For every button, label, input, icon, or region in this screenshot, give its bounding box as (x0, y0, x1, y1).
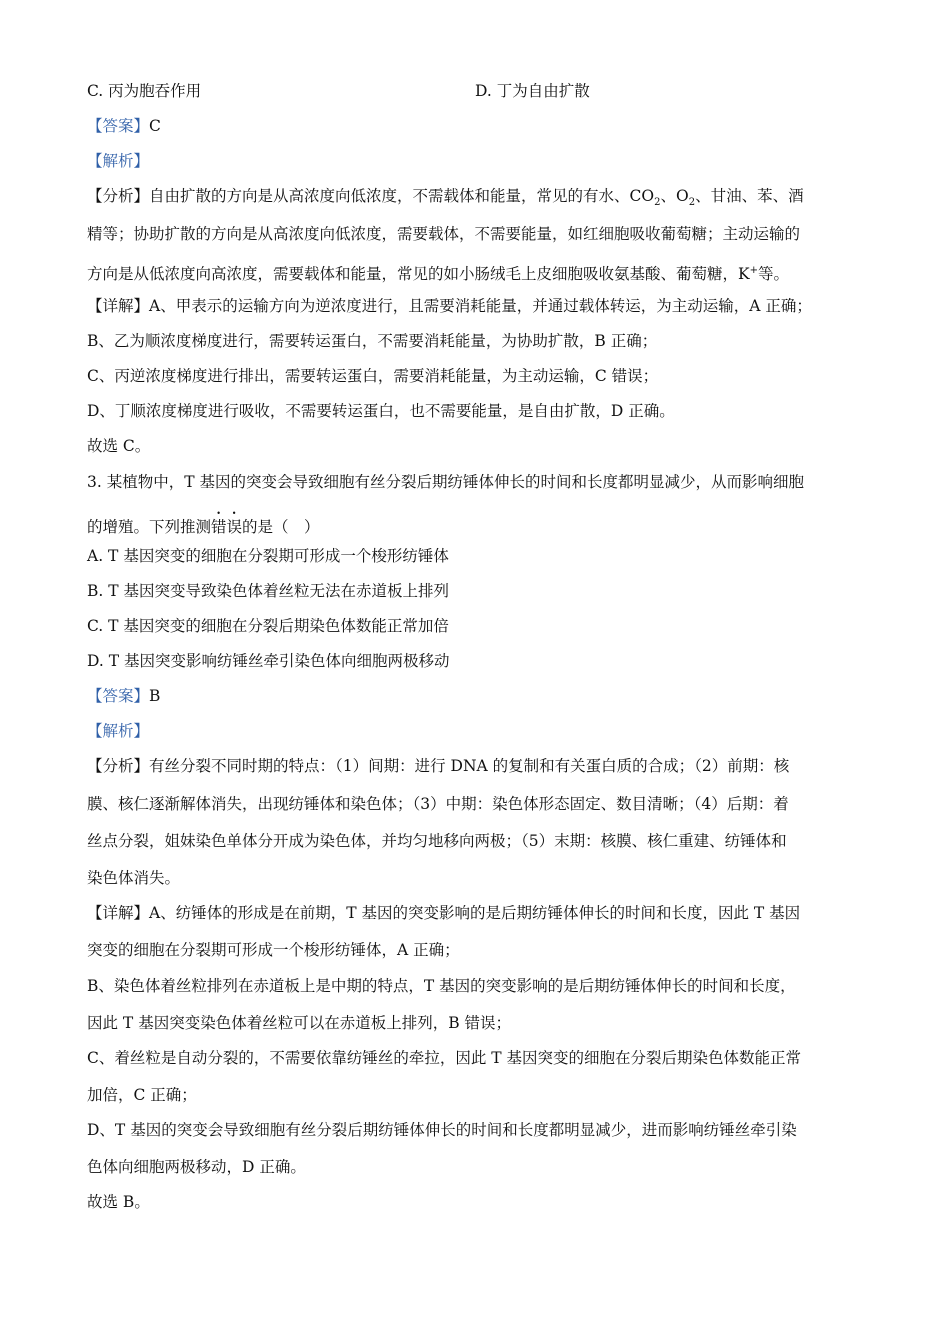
q3-xiangjie-a1: 【详解】A、纺锤体的形成是在前期，T 基因的突变影响的是后期纺锤体伸长的时间和长度，因此 T 基因 (87, 904, 801, 922)
q3-fenxi-line-2: 膜、核仁逐渐解体消失，出现纺锤体和染色体；（3）中期：染色体形态固定、数目清晰；（4）后期：着 (87, 795, 789, 813)
q2-fenxi-line-1: 【分析】自由扩散的方向是从高浓度向低浓度，不需载体和能量，常见的有水、$CO_2$、$O_2$、甘油、苯、酒 (87, 187, 804, 209)
q3-answer (87, 686, 160, 706)
q3-xiangjie-d2: 色体向细胞两极移动，D 正确。 (87, 1158, 306, 1176)
q3-stem-line-1: 3. 某植物中，T 基因的突变会导致细胞有丝分裂后期纺锤体伸长的时间和长度都明显减少，从而影响细胞 (87, 473, 804, 491)
q3-analysis-heading: 【解析】 (87, 722, 150, 740)
q3-xiangjie-c1: C、着丝粒是自动分裂的，不需要依靠纺锤丝的牵拉，因此 T 基因突变的细胞在分裂后期染色体数能正常 (87, 1049, 802, 1067)
q3-xiangjie-c2: 加倍，C 正确； (87, 1086, 197, 1104)
q2-xiangjie-b: B、乙为顺浓度梯度进行，需要转运蛋白，不需要消耗能量，为协助扩散，B 正确； (87, 332, 658, 350)
q3-xiangjie-b1: B、染色体着丝粒排列在赤道板上是中期的特点，T 基因的突变影响的是后期纺锤体伸长的时间和长度， (87, 977, 796, 995)
emphasized-word: 错误 (211, 518, 243, 536)
q2-conclusion: 故选 C。 (87, 437, 151, 455)
q2-answer (87, 116, 161, 136)
q3-stem-line-2: 的增殖。下列推测错误的是（ ） (87, 518, 320, 536)
xiangjie-tag: 【详解】 (87, 297, 150, 315)
q2-analysis-heading: 【解析】 (87, 152, 150, 170)
q2-fenxi-line-3: 方向是从低浓度向高浓度，需要载体和能量，常见的如小肠绒毛上皮细胞吸收氨基酸、葡萄糖，K+等。 (87, 265, 789, 284)
answer-value: B (149, 687, 161, 705)
answer-tag: 【答案】 (87, 687, 150, 705)
answer-value: C (149, 117, 161, 135)
q3-fenxi-line-1: 【分析】有丝分裂不同时期的特点：（1）间期：进行 DNA 的复制和有关蛋白质的合成；（2）前期：核 (87, 757, 790, 775)
q2-xiangjie-d: D、丁顺浓度梯度进行吸收，不需要转运蛋白，也不需要能量，是自由扩散，D 正确。 (87, 402, 675, 420)
q3-xiangjie-d1: D、T 基因的突变会导致细胞有丝分裂后期纺锤体伸长的时间和长度都明显减少，进而影响纺锤丝牵引染 (87, 1121, 797, 1139)
answer-tag: 【答案】 (87, 117, 150, 135)
q2-xiangjie-c: C、丙逆浓度梯度进行排出，需要转运蛋白，需要消耗能量，为主动运输，C 错误； (87, 367, 659, 385)
option-c-prev: C. 丙为胞吞作用 (87, 82, 202, 100)
q3-conclusion: 故选 B。 (87, 1193, 150, 1211)
fenxi-tag: 【分析】 (87, 187, 150, 205)
q3-fenxi-line-3: 丝点分裂，姐妹染色单体分开成为染色体，并均匀地移向两极；（5）末期：核膜、核仁重建、纺锤体和 (87, 832, 787, 850)
q3-option-d: D. T 基因突变影响纺锤丝牵引染色体向细胞两极移动 (87, 652, 450, 670)
q3-option-b: B. T 基因突变导致染色体着丝粒无法在赤道板上排列 (87, 582, 450, 600)
q3-fenxi-line-4: 染色体消失。 (87, 869, 181, 887)
q2-xiangjie-line-1: 【详解】A、甲表示的运输方向为逆浓度进行，且需要消耗能量，并通过载体转运，为主动运输，A 正确； (87, 297, 812, 315)
q3-xiangjie-a2: 突变的细胞在分裂期可形成一个梭形纺锤体，A 正确； (87, 941, 460, 959)
option-d-prev: D. 丁为自由扩散 (475, 82, 590, 100)
q3-option-a: A. T 基因突变的细胞在分裂期可形成一个梭形纺锤体 (87, 547, 449, 565)
q3-option-c: C. T 基因突变的细胞在分裂后期染色体数能正常加倍 (87, 617, 449, 635)
xiangjie-tag: 【详解】 (87, 904, 150, 922)
fenxi-tag: 【分析】 (87, 757, 150, 775)
q2-fenxi-line-2: 精等；协助扩散的方向是从高浓度向低浓度，需要载体，不需要能量，如红细胞吸收葡萄糖；主动运输的 (87, 225, 801, 243)
q3-xiangjie-b2: 因此 T 基因突变染色体着丝粒可以在赤道板上排列，B 错误； (87, 1014, 512, 1032)
